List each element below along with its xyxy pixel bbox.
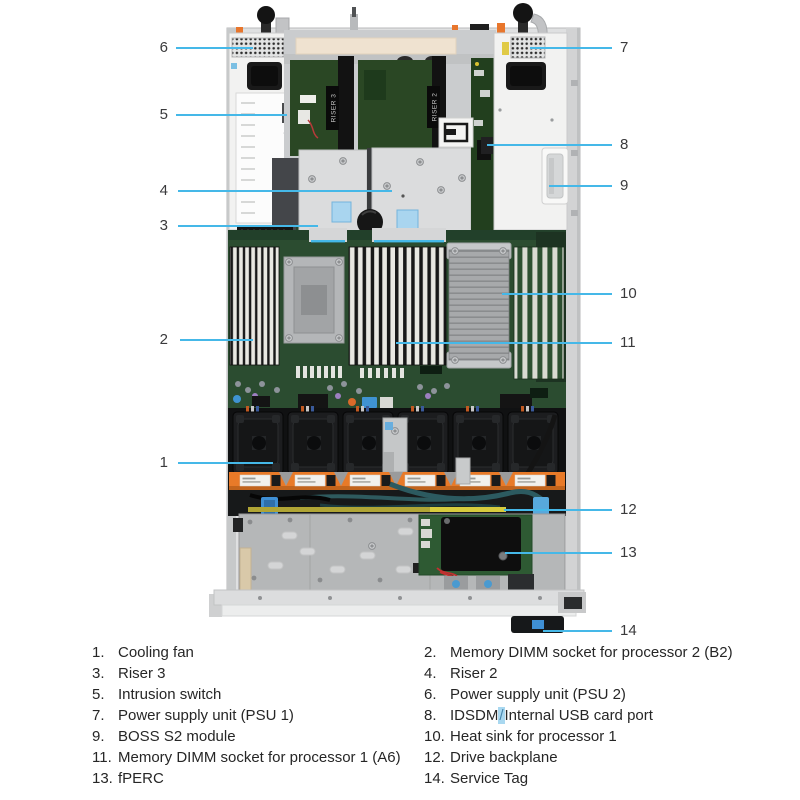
legend-item-10 (424, 726, 794, 747)
legend-item-8 (424, 705, 794, 726)
callout-number-14: 14 (620, 622, 637, 639)
drive-backplane (248, 507, 506, 512)
boss-s2-module (542, 148, 568, 204)
legend-item-text: Memory DIMM socket for processor 2 (B2) (450, 644, 733, 661)
legend-item-text: Intrusion switch (118, 686, 222, 703)
legend-item-number: 6. (424, 686, 437, 703)
legend-item-number: 4. (424, 665, 437, 682)
callout-number-8: 8 (620, 136, 629, 153)
riser2-touchpoint (397, 210, 418, 231)
legend-item-14 (424, 768, 794, 789)
legend-item-9 (92, 726, 422, 747)
legend-item-number: 5. (92, 686, 105, 703)
callout-number-12: 12 (620, 501, 637, 518)
psu1 (494, 33, 568, 230)
legend-item-text: Drive backplane (450, 749, 558, 766)
legend-item-1 (92, 642, 422, 663)
motherboard (228, 228, 566, 412)
dimm-bank-cpu1 (349, 247, 446, 365)
callout-number-5: 5 (159, 106, 168, 123)
callout-number-1: 1 (159, 454, 168, 471)
riser3-label: RISER 3 (330, 93, 338, 123)
legend-item-4 (424, 663, 794, 684)
dimm-bank-cpu2 (230, 247, 279, 365)
legend-item-text: fPERC (118, 770, 164, 787)
legend-item-number: 11. (92, 749, 112, 766)
callout-number-10: 10 (620, 285, 637, 302)
cable-bracket (383, 418, 407, 472)
dimm-bank-right (514, 247, 564, 379)
legend-item-text: Riser 3 (118, 665, 166, 682)
callout-number-9: 9 (620, 177, 629, 194)
riser2-label: RISER 2 (431, 92, 439, 122)
callout-number-2: 2 (159, 331, 168, 348)
legend-column-left (92, 642, 422, 789)
legend-item-2 (424, 642, 794, 663)
cpu2-socket (284, 257, 344, 343)
usb-port-text: Internal USB card port (504, 707, 653, 724)
legend-item-12 (424, 747, 794, 768)
legend-item-text: Memory DIMM socket for processor 1 (A6) (118, 749, 401, 766)
blue-jumper (362, 397, 377, 408)
front-edge (209, 590, 586, 617)
highlighted-slash: / (499, 707, 504, 724)
legend-item-text: Service Tag (450, 770, 529, 787)
legend-item-text: Power supply unit (PSU 1) (118, 707, 294, 724)
legend-item-number: 1. (92, 644, 105, 661)
callout-number-13: 13 (620, 544, 637, 561)
legend-item-text: BOSS S2 module (118, 728, 236, 745)
legend-item-text: Power supply unit (PSU 2) (450, 686, 626, 703)
legend-item-number: 13. (92, 770, 113, 787)
legend-item-6 (424, 684, 794, 705)
riser-foam-strip (296, 38, 456, 54)
legend-item-number: 12. (424, 749, 445, 766)
legend-item-7 (92, 705, 422, 726)
legend-column-right (424, 642, 794, 789)
legend-item-11 (92, 747, 422, 768)
legend-item-text (450, 707, 653, 724)
legend-item-number: 8. (424, 707, 437, 724)
callout-number-3: 3 (159, 217, 168, 234)
callout-number-11: 11 (620, 334, 636, 351)
legend-item-number: 2. (424, 644, 437, 661)
legend-item-13 (92, 768, 422, 789)
legend-item-text: Heat sink for processor 1 (450, 728, 617, 745)
legend-item-number: 7. (92, 707, 105, 724)
legend-item-number: 10. (424, 728, 445, 745)
cooling-fans (228, 406, 566, 490)
riser3-touchpoint (332, 202, 351, 222)
legend-item-number: 3. (92, 665, 105, 682)
pull-tab (240, 548, 251, 592)
legend-item-text: Riser 2 (450, 665, 498, 682)
callout-number-7: 7 (620, 39, 629, 56)
callout-number-4: 4 (159, 182, 168, 199)
legend-item-5 (92, 684, 422, 705)
legend-item-3 (92, 663, 422, 684)
callout-number-6: 6 (159, 39, 168, 56)
legend-item-text: Cooling fan (118, 644, 194, 661)
legend-item-number: 9. (92, 728, 105, 745)
legend-item-number: 14. (424, 770, 445, 787)
heatsink-cpu1 (447, 243, 511, 368)
idsdm-text: IDSDM (450, 707, 499, 724)
